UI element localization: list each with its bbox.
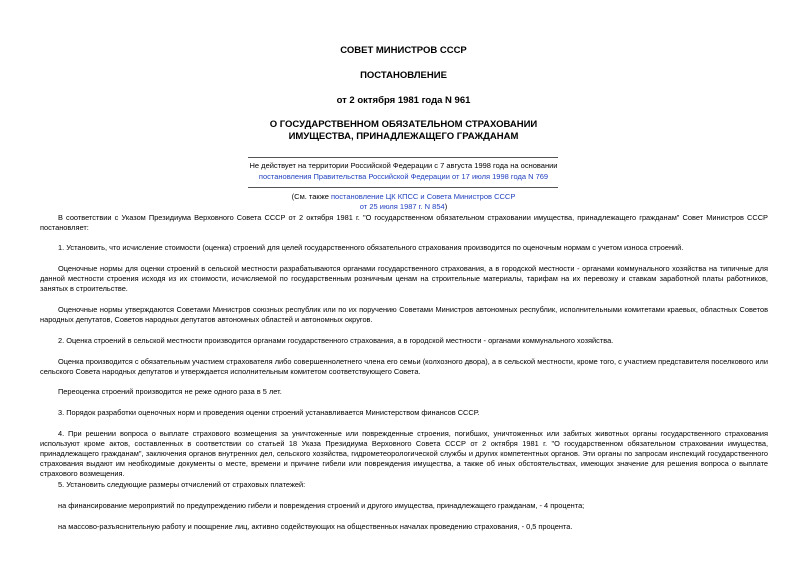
paragraph-5-outreach: на массово-разъяснительную работу и поощрение лиц, активно содействующих на общественных началах проведению страхования, - 0,5 процента. — [58, 522, 573, 531]
paragraph-1-approval: Оценочные нормы утверждаются Советами Министров союзных республик или по их поручению Советами Министров автономных республик, исполнительными комитетами краевых, областных Советов народных депутатов, Советов народных депутатов автономных областей и автономных округов. — [40, 305, 768, 324]
see-also-prefix: (См. также — [291, 192, 331, 201]
see-also-suffix: ) — [444, 202, 448, 211]
paragraph-5-prevention: на финансирование мероприятий по предупреждению гибели и повреждения строений и другого имущества, принадлежащего гражданам, - 4 процента; — [58, 501, 585, 510]
status-note-link[interactable]: постановления Правительства Российской Федерации от 17 июля 1998 года N 769 — [258, 172, 549, 181]
paragraph-2: 2. Оценка строений в сельской местности производится органами государственного страхования, а в городской местности - органами коммунального хозяйства. — [58, 336, 614, 345]
paragraph-2-procedure: Оценка производится с обязательным участием страхователя либо совершеннолетнего члена его семьи (колхозного двора), а в сельской местности, кроме того, с участием представителя поселкового или сельского Совета народных депутатов и утверждается исполнительным комитетом соответствующего Совета. — [40, 357, 768, 376]
paragraph-1: 1. Установить, что исчисление стоимости (оценка) строений для целей государственного обязательного страхования производится по оценочным нормам с учетом износа строений. — [58, 243, 684, 252]
status-note-link-row — [0, 172, 807, 182]
document-date: от 2 октября 1981 года N 961 — [336, 95, 471, 106]
paragraph-1-norms: Оценочные нормы для оценки строений в сельской местности разрабатываются органами государственного страхования, а в городской местности - органами коммунального хозяйства на типичные для данной местности строения исходя из их стоимости, исчисляемой по государственным розничным ценам на строительные материалы, тарифам на их перевозку и ставкам заработной платы работников, занятых в строительстве. — [40, 264, 768, 293]
see-also-link[interactable]: постановление ЦК КПСС и Совета Министров СССР — [330, 192, 516, 201]
status-bottom-divider — [248, 187, 558, 188]
paragraph-preamble: В соответствии с Указом Президиума Верховного Совета СССР от 2 октября 1981 г. "О государственном обязательном страховании имущества, принадлежащего гражданам" Совет Министров СССР постановляет: — [40, 213, 768, 232]
see-also-link-date[interactable]: от 25 июля 1987 г. N 854 — [359, 202, 445, 211]
document-title-line-1: О ГОСУДАРСТВЕННОМ ОБЯЗАТЕЛЬНОМ СТРАХОВАНИИ — [269, 119, 538, 130]
status-note-text: Не действует на территории Российской Федерации с 7 августа 1998 года на основании — [249, 161, 558, 170]
paragraph-2-revaluation: Переоценка строений производится не реже одного раза в 5 лет. — [58, 387, 282, 396]
paragraph-4: 4. При решении вопроса о выплате страхового возмещения за уничтоженные или поврежденные строения, погибших, уничтоженных или забитых животных органы государственного страхования используют кроме актов, составленных в соответствии со статьей 18 Указа Президиума Верховного Совета СССР от 2 октября 1981 г. "О государственном обязательном страховании имущества, принадлежащего гражданам", заключения органов внутренних дел, сельского хозяйства, гидрометеорологической службы и других компетентных органов. Эти органы по запросам инспекций государственного страхования выдают им необходимые документы о месте, времени и причине гибели или повреждения имущества, а также об иных обстоятельствах, имеющих значение для решения вопроса о выплате страхового возмещения. — [40, 429, 768, 478]
status-top-divider — [248, 157, 558, 158]
see-also-row-2 — [0, 202, 807, 212]
issuing-body: СОВЕТ МИНИСТРОВ СССР — [340, 45, 467, 56]
see-also-row — [0, 192, 807, 202]
document-type: ПОСТАНОВЛЕНИЕ — [360, 70, 447, 81]
paragraph-3: 3. Порядок разработки оценочных норм и проведения оценки строений устанавливается Министерством финансов СССР. — [58, 408, 480, 417]
paragraph-5: 5. Установить следующие размеры отчислений от страховых платежей: — [58, 480, 306, 489]
document-title-line-2: ИМУЩЕСТВА, ПРИНАДЛЕЖАЩЕГО ГРАЖДАНАМ — [288, 131, 519, 142]
